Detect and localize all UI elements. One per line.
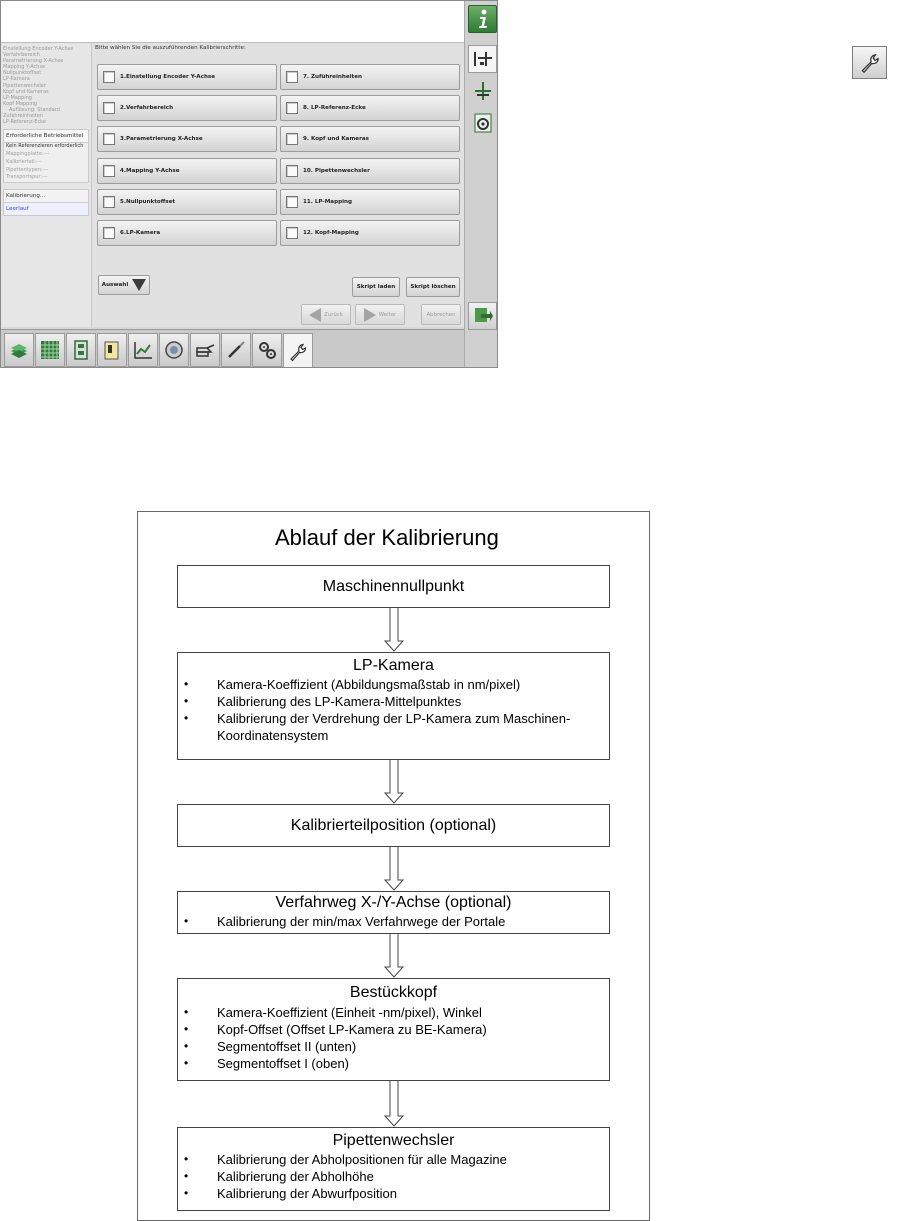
step-label: 7. Zuführeinheiten — [303, 74, 362, 80]
back-button[interactable] — [301, 304, 351, 325]
step-label: 9. Kopf und Kameras — [303, 136, 369, 142]
sidebar-step: LP-Referenz-Ecke — [3, 119, 46, 126]
step-label: 12. Kopf-Mapping — [303, 230, 359, 236]
flow-box-title: LP-Kamera — [353, 657, 434, 674]
resource-line: Transportspur:--- — [6, 174, 48, 181]
auswahl-label: Auswahl — [101, 282, 129, 288]
step-checkbox[interactable] — [286, 102, 298, 114]
taskbar-oilcan-button[interactable] — [190, 333, 220, 367]
document-icon — [101, 339, 123, 361]
flow-item: • Kalibrierung des LP-Kamera-Mittelpunktes — [178, 693, 609, 710]
flow-box-title: Kalibrierteilposition (optional) — [290, 817, 497, 834]
flow-item: • Segmentoffset I (oben) — [178, 1055, 609, 1072]
navigation-row — [92, 299, 464, 329]
step-label: 2.Verfahrbereich — [120, 105, 174, 111]
sidebar-step: Nullpunktoffset — [3, 70, 42, 77]
step-checkbox[interactable] — [103, 196, 115, 208]
sidebar-step: Einstellung Encoder Y-Achse — [3, 46, 74, 52]
step-button-1[interactable] — [97, 64, 277, 90]
conveyor-mode-button[interactable] — [468, 45, 497, 73]
chart-icon — [132, 339, 154, 361]
step-checkbox[interactable] — [286, 165, 298, 177]
flow-item: • Kalibrierung der Abholpositionen für alle Magazine — [178, 1151, 609, 1168]
flow-item: • Segmentoffset II (unten) — [178, 1038, 609, 1055]
step-button-3[interactable] — [97, 126, 277, 152]
wrench-icon-standalone — [852, 46, 887, 79]
flow-box-title: Maschinennullpunkt — [322, 578, 465, 595]
feeder-icon — [70, 339, 92, 361]
taskbar-board-button[interactable] — [4, 333, 34, 367]
sidebar-step: LP-Kamera — [3, 76, 30, 83]
arrow-right-icon — [364, 308, 376, 322]
step-label: 4.Mapping Y-Achse — [120, 168, 180, 174]
instruction-text: Bitte wählen Sie die auszuführenden Kalibrierschritte: — [95, 45, 246, 51]
sidebar-step: Mapping Y-Achse — [3, 64, 46, 71]
skript-loeschen-button[interactable]: Skript löschen — [406, 277, 460, 297]
flow-item: • Kalibrierung der Abholhöhe — [178, 1168, 609, 1185]
cancel-button[interactable]: Abbrechen — [421, 304, 461, 325]
resource-line: Pipettentypen:--- — [6, 166, 49, 173]
flow-item: • Kalibrierung der min/max Verfahrwege der Portale — [178, 913, 609, 930]
sidebar-step: Kopf und Kameras — [3, 88, 49, 95]
flowchart-title: Ablauf der Kalibrierung — [275, 525, 499, 550]
step-label: 10. Pipettenwechsler — [303, 168, 370, 174]
exit-button[interactable] — [468, 302, 497, 330]
flow-box-title: Pipettenwechsler — [332, 1132, 455, 1149]
flow-item: • Kalibrierung der Abwurfposition — [178, 1185, 609, 1202]
arrow-left-icon — [309, 308, 321, 322]
down-arrow-icon — [383, 1081, 405, 1127]
step-label: 5.Nullpunktoffset — [120, 199, 176, 205]
flow-item: • Kopf-Offset (Offset LP-Kamera zu BE-Kamera) — [178, 1021, 609, 1038]
axis-button[interactable] — [468, 77, 497, 105]
resources-header: Erforderliche Betriebsmittel — [4, 130, 88, 143]
top-bar — [1, 1, 464, 43]
step-checkbox[interactable] — [103, 227, 115, 239]
taskbar-feeder-button[interactable] — [66, 333, 96, 367]
calibration-screen — [0, 0, 498, 368]
sidebar-step: Verfahrbereich — [3, 52, 40, 59]
auswahl-dropdown[interactable] — [98, 275, 150, 295]
right-toolbar — [464, 1, 498, 368]
step-label: 3.Parametrierung X-Achse — [120, 136, 203, 142]
flow-box-pipettenwechsler — [177, 1127, 610, 1211]
flow-box-verfahrweg — [177, 891, 610, 934]
screwdriver-icon — [225, 339, 247, 361]
flow-item: • Kamera-Koeffizient (Abbildungsmaßstab in nm/pixel) — [178, 676, 609, 693]
resource-line: Kein Referenzieren erforderlich — [6, 143, 84, 150]
sidebar-step: Pipettenwechsler — [3, 82, 46, 89]
step-button-6[interactable] — [97, 220, 277, 246]
step-button-10[interactable] — [280, 158, 460, 184]
step-checkbox[interactable] — [103, 133, 115, 145]
info-button[interactable] — [468, 5, 497, 33]
camera-gear-icon — [472, 112, 494, 134]
step-button-8[interactable] — [280, 95, 460, 121]
down-arrow-icon — [383, 847, 405, 891]
step-label: 8. LP-Referenz-Ecke — [303, 105, 366, 111]
step-checkbox[interactable] — [286, 133, 298, 145]
taskbar-settings-button[interactable] — [252, 333, 282, 367]
info-icon — [473, 8, 493, 30]
status-panel — [3, 189, 89, 216]
taskbar-calibration-button[interactable] — [283, 333, 313, 368]
resources-panel — [3, 129, 89, 183]
main-panel — [92, 43, 464, 327]
status-idle: Leerlauf — [4, 203, 88, 215]
next-button[interactable] — [355, 304, 405, 325]
step-checkbox[interactable] — [286, 227, 298, 239]
exit-arrow-icon — [472, 305, 494, 327]
flow-box-maschinennullpunkt — [177, 565, 610, 608]
flow-box-title: Bestückkopf — [349, 984, 438, 1001]
sidebar-step: Zufahreinheiten — [3, 113, 44, 120]
sidebar-step: Parametrierung X-Achse — [3, 58, 64, 65]
gears-icon — [256, 339, 278, 361]
down-arrow-icon — [383, 760, 405, 804]
next-label: Weiter — [378, 311, 397, 318]
down-arrow-icon — [383, 608, 405, 652]
taskbar-chart-button[interactable] — [128, 333, 158, 367]
step-checkbox[interactable] — [286, 196, 298, 208]
wrench-icon — [857, 50, 883, 76]
axis-icon — [472, 80, 494, 102]
taskbar-document-button[interactable] — [97, 333, 127, 367]
step-button-4[interactable] — [97, 158, 277, 184]
camera-settings-button[interactable] — [468, 109, 497, 137]
resource-line: Kalibrierteil:--- — [6, 158, 42, 165]
taskbar — [1, 329, 464, 368]
step-checkbox[interactable] — [103, 71, 115, 83]
back-label: Zurück — [324, 311, 343, 318]
flow-box-bestueckkopf — [177, 978, 610, 1081]
resource-line: Mappingplatte:--- — [6, 151, 50, 158]
step-button-7[interactable] — [280, 64, 460, 90]
camera-icon — [163, 339, 185, 361]
oilcan-icon — [194, 339, 216, 361]
step-label: 11. LP-Mapping — [303, 199, 352, 205]
flow-item: • Kamera-Koeffizient (Einheit -nm/pixel), Winkel — [178, 1004, 609, 1021]
skript-laden-button[interactable]: Skript laden — [352, 277, 400, 297]
taskbar-tool-button[interactable] — [221, 333, 251, 367]
calibration-flowchart — [137, 511, 650, 1221]
step-button-5[interactable] — [97, 189, 277, 215]
triangle-down-icon — [132, 279, 146, 291]
flow-box-lp-kamera — [177, 652, 610, 760]
sidebar-step: Kopf Mapping — [3, 100, 38, 107]
sidebar-step: Auflösung: Standard — [9, 106, 60, 113]
grid-icon — [39, 339, 61, 361]
flow-box-kalibrierteilposition — [177, 804, 610, 847]
status-text: Kalibrierung... — [4, 190, 88, 203]
flow-box-title: Verfahrweg X-/Y-Achse (optional) — [275, 894, 512, 911]
taskbar-camera-button[interactable] — [159, 333, 189, 367]
sidebar-step: LP-Mapping — [3, 94, 32, 101]
step-label: 6.LP-Kamera — [120, 230, 161, 236]
step-checkbox[interactable] — [103, 165, 115, 177]
stack-icon — [8, 339, 30, 361]
step-label: 1.Einstellung Encoder Y-Achse — [120, 74, 216, 80]
down-arrow-icon — [383, 934, 405, 978]
step-checkbox[interactable] — [103, 102, 115, 114]
step-checkbox[interactable] — [286, 71, 298, 83]
conveyor-icon — [472, 49, 494, 69]
step-button-9[interactable] — [280, 126, 460, 152]
step-button-11[interactable] — [280, 189, 460, 215]
step-button-12[interactable] — [280, 220, 460, 246]
step-button-2[interactable] — [97, 95, 277, 121]
sidebar — [1, 43, 92, 327]
taskbar-grid-button[interactable] — [35, 333, 65, 367]
wrench-icon — [286, 340, 310, 364]
flow-item: • Kalibrierung der Verdrehung der LP-Kamera zum Maschinen-Koordinatensystem — [178, 710, 609, 744]
